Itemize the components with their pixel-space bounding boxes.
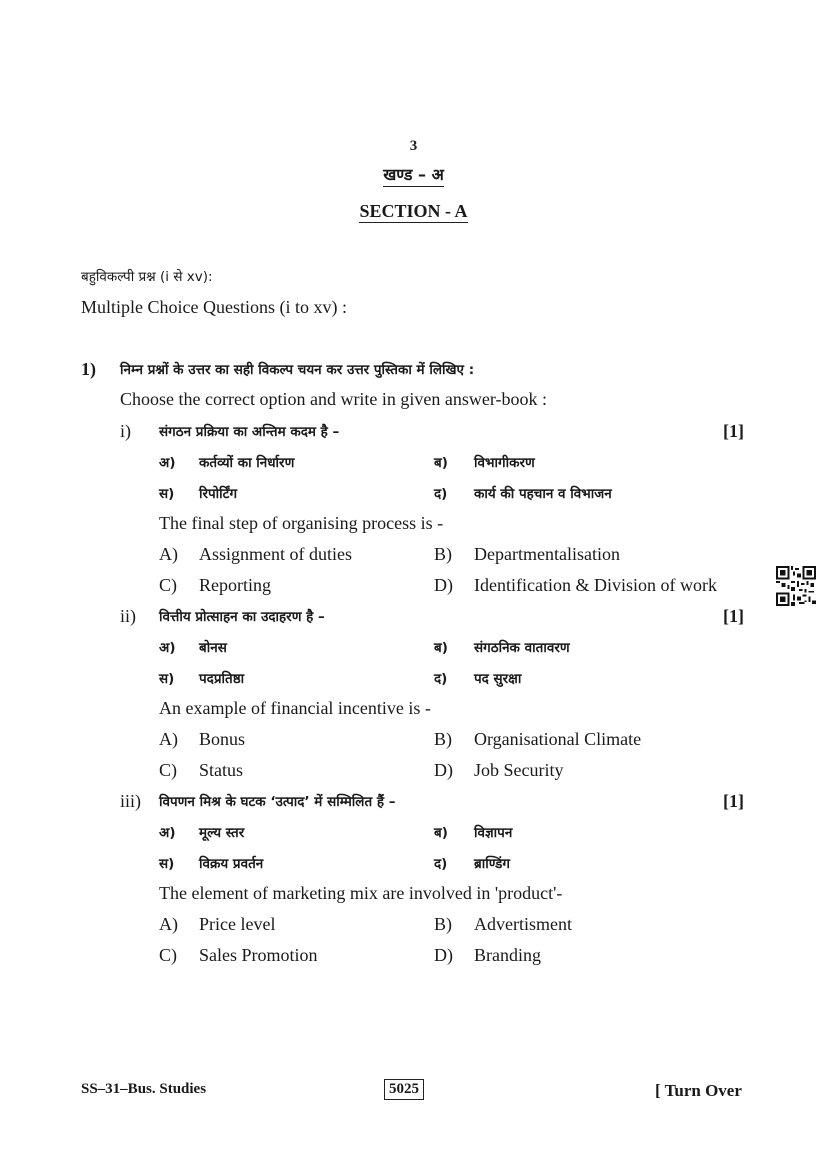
- option-label: द): [434, 486, 448, 502]
- option-label: C): [159, 760, 177, 780]
- option-label: द): [434, 856, 448, 872]
- intro-english: Multiple Choice Questions (i to xv) :: [81, 297, 347, 317]
- option-text: Assignment of duties: [199, 544, 352, 564]
- option-text: बोनस: [199, 640, 227, 656]
- option-text: विज्ञापन: [474, 825, 513, 841]
- option-text: Price level: [199, 914, 276, 934]
- option-label: ब): [434, 825, 448, 841]
- option-text: विक्रय प्रवर्तन: [199, 856, 264, 872]
- option-label: A): [159, 544, 178, 564]
- page-number: 3: [409, 138, 418, 154]
- option-text: रिपोर्टिंग: [199, 486, 238, 502]
- option-text: Sales Promotion: [199, 945, 318, 965]
- option-text: विभागीकरण: [474, 455, 535, 471]
- marks-label: [1]: [723, 606, 744, 626]
- option-text: मूल्य स्तर: [199, 825, 245, 841]
- option-label: D): [434, 760, 453, 780]
- option-label: A): [159, 729, 178, 749]
- turn-over-label: [ Turn Over: [655, 1081, 742, 1100]
- footer-subject-code: SS–31–Bus. Studies: [81, 1081, 207, 1097]
- option-label: स): [159, 856, 175, 872]
- option-label: अ): [159, 640, 176, 656]
- option-text: Branding: [474, 945, 541, 965]
- option-text: पदप्रतिष्ठा: [199, 671, 245, 687]
- option-label: D): [434, 945, 453, 965]
- subquestion-number: i): [120, 421, 131, 441]
- option-label: B): [434, 914, 452, 934]
- option-label: स): [159, 671, 175, 687]
- option-text: कार्य की पहचान व विभाजन: [474, 486, 612, 502]
- option-text: Job Security: [474, 760, 564, 780]
- subquestion-text-english: The final step of organising process is -: [159, 513, 444, 533]
- option-label: A): [159, 914, 178, 934]
- option-label: द): [434, 671, 448, 687]
- subquestion-text-english: The element of marketing mix are involved in 'product'-: [159, 883, 563, 903]
- intro-hindi: बहुविकल्पी प्रश्न (i से xv):: [81, 269, 213, 285]
- option-label: D): [434, 575, 453, 595]
- option-text: ब्राण्डिंग: [474, 856, 510, 872]
- subquestion-text-hindi: वित्तीय प्रोत्साहन का उदाहरण है –: [159, 609, 325, 625]
- option-text: Departmentalisation: [474, 544, 620, 564]
- subquestion-text-hindi: विपणन मिश्र के घटक ‘उत्पाद’ में सम्मिलित हैं –: [159, 794, 396, 810]
- option-text: Advertisment: [474, 914, 572, 934]
- marks-label: [1]: [723, 791, 744, 811]
- option-label: ब): [434, 455, 448, 471]
- question-instruction-hindi: निम्न प्रश्नों के उत्तर का सही विकल्प चयन कर उत्तर पुस्तिका में लिखिए :: [120, 362, 475, 378]
- option-label: B): [434, 544, 452, 564]
- option-text: Organisational Climate: [474, 729, 642, 749]
- option-label: स): [159, 486, 175, 502]
- option-label: अ): [159, 825, 176, 841]
- option-label: B): [434, 729, 452, 749]
- subquestion-number: iii): [120, 791, 141, 811]
- option-label: C): [159, 575, 177, 595]
- marks-label: [1]: [723, 421, 744, 441]
- section-heading: [0, 201, 827, 222]
- section-label: SECTION - A: [359, 201, 468, 221]
- question-number: 1): [81, 359, 96, 379]
- option-text: Identification & Division of work: [474, 575, 717, 595]
- footer-paper-code: 5025: [384, 1079, 424, 1100]
- subquestion-number: ii): [120, 606, 136, 626]
- option-text: संगठनिक वातावरण: [474, 640, 570, 656]
- option-label: C): [159, 945, 177, 965]
- question-instruction-english: Choose the correct option and write in given answer-book :: [120, 389, 548, 409]
- option-text: कर्तव्यों का निर्धारण: [199, 455, 295, 471]
- subquestion-text-english: An example of financial incentive is -: [159, 698, 431, 718]
- qr-code-icon: [776, 566, 816, 606]
- subquestion-text-hindi: संगठन प्रक्रिया का अन्तिम कदम है –: [159, 424, 340, 440]
- section-heading-hindi: [0, 163, 827, 185]
- option-text: Bonus: [199, 729, 246, 749]
- option-text: पद सुरक्षा: [474, 671, 522, 687]
- khand-label: खण्ड – अ: [383, 165, 444, 187]
- option-text: Reporting: [199, 575, 271, 595]
- option-text: Status: [199, 760, 244, 780]
- option-label: ब): [434, 640, 448, 656]
- option-label: अ): [159, 455, 176, 471]
